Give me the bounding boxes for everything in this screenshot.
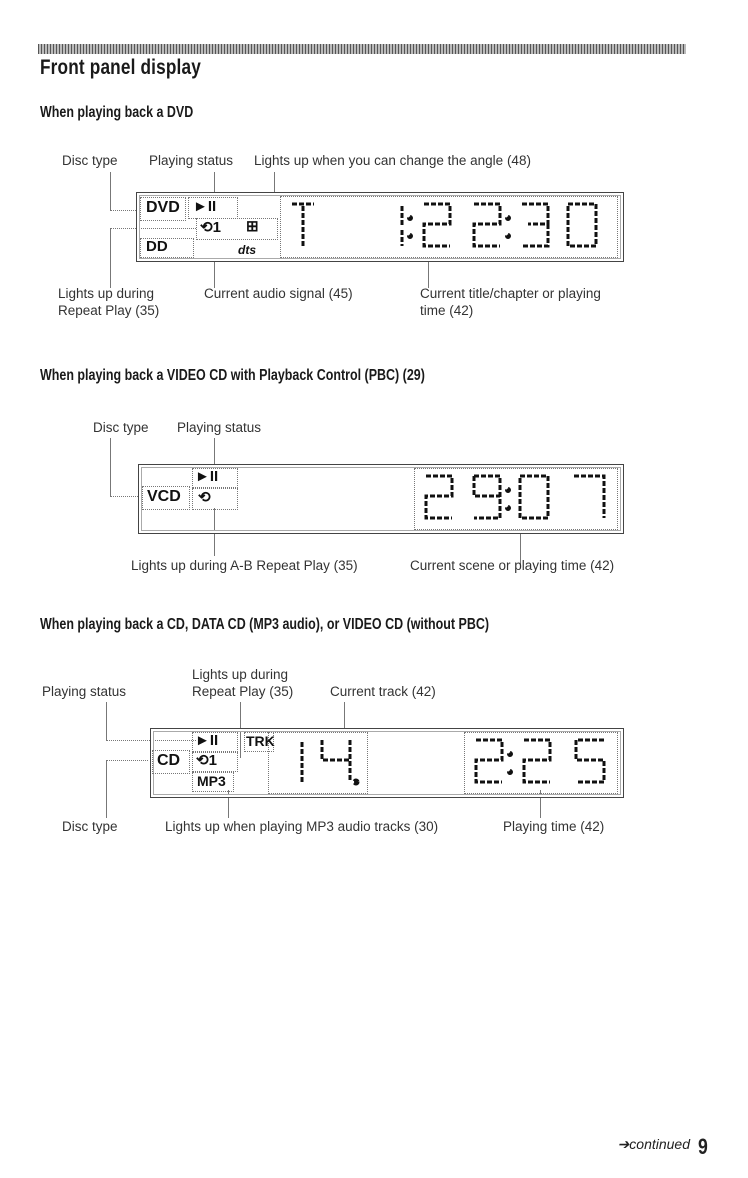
repeat-ab-icon: ⟲ xyxy=(198,489,211,506)
dvd-playing-status-label: Playing status xyxy=(149,153,234,168)
cd-heading: When playing back a CD, DATA CD (MP3 audio), or VIDEO CD (without PBC) xyxy=(40,616,490,633)
dvd-angle-label: Lights up when you can change the angle (48) xyxy=(254,153,531,168)
cd-playing-status-label: Playing status xyxy=(42,684,127,699)
cd-seven-segment-readout xyxy=(468,734,614,790)
leader-line xyxy=(214,260,215,288)
leader-line xyxy=(110,210,138,211)
dvd-disc-type-label: Disc type xyxy=(62,153,118,168)
repeat-icon: ⟲1 xyxy=(196,752,217,769)
dvd-heading: When playing back a DVD xyxy=(40,104,194,121)
page-title: Front panel display xyxy=(40,56,201,79)
mp3-indicator: MP3 xyxy=(197,773,226,789)
leader-line xyxy=(106,760,107,818)
dvd-time-label: Current title/chapter or playing time (42) xyxy=(420,286,601,318)
vcd-repeat-ab-label: Lights up during A-B Repeat Play (35) xyxy=(131,558,358,573)
dvd-repeat-label: Lights up during Repeat Play (35) xyxy=(58,286,160,318)
leader-line xyxy=(214,438,215,466)
cd-repeat-label: Lights up during Repeat Play (35) xyxy=(192,667,294,699)
leader-line xyxy=(106,702,107,740)
vcd-disc-indicator: VCD xyxy=(147,488,181,505)
dvd-disc-indicator: DVD xyxy=(146,199,180,216)
vcd-playing-status-label: Playing status xyxy=(177,420,262,435)
leader-line xyxy=(110,228,111,288)
leader-line xyxy=(428,260,429,288)
leader-line xyxy=(106,760,148,761)
play-pause-icon: ►II xyxy=(195,468,219,485)
leader-line xyxy=(110,438,111,496)
leader-line xyxy=(274,172,275,194)
angle-icon: ⊞ xyxy=(246,218,259,235)
vcd-scene-time-label: Current scene or playing time (42) xyxy=(410,558,615,573)
vcd-disc-type-label: Disc type xyxy=(93,420,149,435)
vcd-seven-segment-readout xyxy=(418,470,614,526)
leader-line xyxy=(214,172,215,194)
play-pause-icon: ►II xyxy=(195,732,219,749)
dts-icon: dts xyxy=(238,243,256,257)
page-number: 9 xyxy=(698,1134,708,1159)
trk-indicator: TRK xyxy=(246,733,275,749)
dvd-seven-segment-readout xyxy=(284,198,614,254)
vcd-heading: When playing back a VIDEO CD with Playback Control (PBC) (29) xyxy=(40,367,425,384)
cd-disc-type-label: Disc type xyxy=(62,819,118,834)
cd-track-seven-segment xyxy=(272,734,364,790)
repeat-icon: ⟲1 xyxy=(200,219,221,236)
play-pause-icon: ►II xyxy=(193,198,217,215)
cd-mp3-label: Lights up when playing MP3 audio tracks (30) xyxy=(165,819,439,834)
cd-time-label: Playing time (42) xyxy=(503,819,605,834)
cd-disc-indicator: CD xyxy=(157,752,181,769)
leader-line xyxy=(110,172,111,210)
leader-line xyxy=(344,702,345,730)
continued-label: ➔continued xyxy=(617,1136,690,1152)
top-rule xyxy=(38,44,686,54)
cd-track-label: Current track (42) xyxy=(330,684,436,699)
dvd-audio-label: Current audio signal (45) xyxy=(204,286,353,301)
dolby-digital-icon: DD xyxy=(146,238,168,255)
